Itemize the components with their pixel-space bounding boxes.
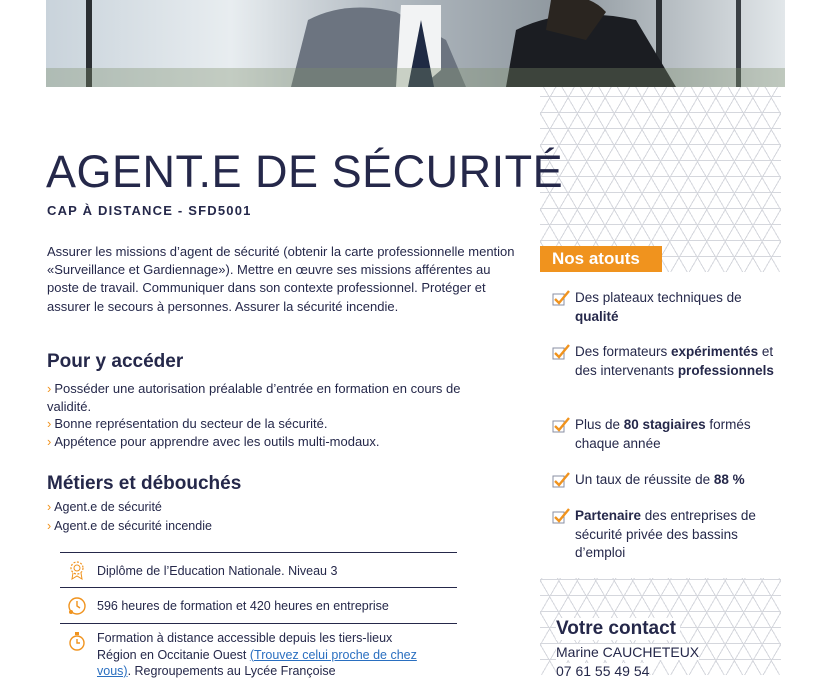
divider [60,587,457,588]
page-title: AGENT.E DE SÉCURITÉ [46,146,564,197]
stopwatch-icon [64,630,90,652]
chevron-right-icon: › [47,416,52,431]
divider [60,623,457,624]
atout-text: Des plateaux techniques de qualité [575,290,742,324]
checkbox-tick-icon [551,471,571,489]
info-row-hours [60,595,457,617]
atout-item [551,416,781,453]
jobs-heading: Métiers et débouchés [47,473,242,494]
atout-item [551,343,781,380]
contact-phone[interactable]: 07 61 55 49 54 [556,663,650,679]
hours-text: 596 heures de formation et 420 heures en entreprise [97,599,389,613]
decorative-pattern-top [540,87,781,272]
page-subtitle: CAP À DISTANCE - SFD5001 [47,203,252,218]
format-text: Formation à distance accessible depuis les tiers-lieux Région en Occitanie Ouest (Trouvez celui proche de chez vous). Regroupements au Lycée Françoise [97,631,417,678]
list-item: › Agent.e de sécurité incendie [47,519,212,533]
checkbox-tick-icon [551,416,571,434]
info-row-format [60,630,457,680]
clock-hours-icon [64,595,90,617]
award-medal-icon [64,559,90,581]
chevron-right-icon: › [47,519,52,533]
atout-text: Plus de 80 stagiaires formés chaque année [575,417,751,451]
contact-name: Marine CAUCHETEUX [556,644,700,660]
checkbox-tick-icon [551,507,571,525]
list-item: › Bonne représentation du secteur de la sécurité. [47,416,328,431]
access-heading: Pour y accéder [47,351,184,372]
intro-paragraph: Assurer les missions d’agent de sécurité (obtenir la carte professionnelle mention «Surveillance et Gardiennage»). Mettre en œuvre ses missions afférentes au poste de travail. Communiquer dans son contexte professionnel. Protéger et assurer le secours à personnes. Assurer la sécurité incendie. [47,244,515,314]
access-list [47,380,497,450]
atout-item [551,289,781,326]
hero-photo [46,0,785,87]
atout-text: Partenaire des entreprises de sécurité privée des bassins d’emploi [575,508,756,560]
atout-text: Des formateurs expérimentés et des intervenants professionnels [575,344,774,378]
list-item: › Posséder une autorisation préalable d’entrée en formation en cours de validité. [47,381,461,414]
list-item: › Agent.e de sécurité [47,500,162,514]
hero-photo-illustration [46,0,785,87]
contact-heading: Votre contact [556,618,680,640]
find-tiers-lieu-link[interactable]: (Trouvez celui proche de chez vous) [97,647,417,678]
diploma-text: Diplôme de l’Education Nationale. Niveau 3 [97,564,338,578]
checkbox-tick-icon [551,289,571,307]
list-item: › Appétence pour apprendre avec les outils multi-modaux. [47,433,380,449]
info-row-diploma [60,559,457,581]
jobs-list [47,498,497,536]
atout-item [551,471,781,490]
atouts-heading: Nos atouts [540,246,662,272]
atout-text: Un taux de réussite de 88 % [575,472,745,487]
chevron-right-icon: › [47,500,52,514]
checkbox-tick-icon [551,343,571,361]
chevron-right-icon: › [47,433,52,449]
chevron-right-icon: › [47,381,52,396]
divider [60,552,457,553]
atout-item [551,507,781,563]
